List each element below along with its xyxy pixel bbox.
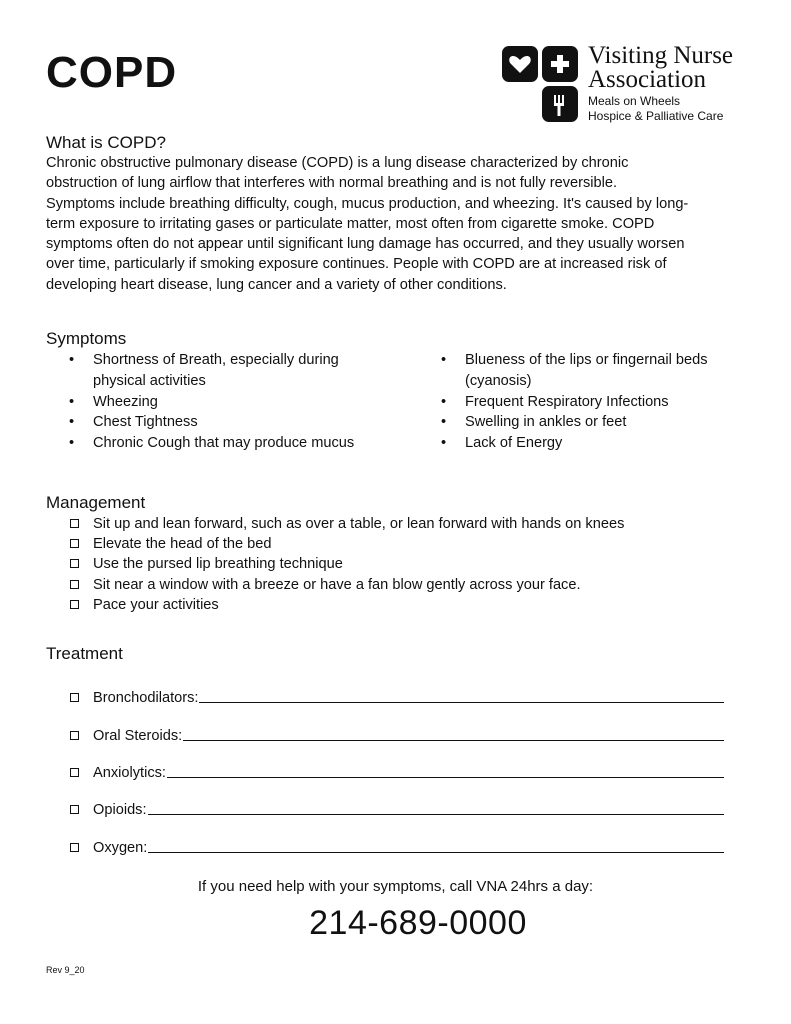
list-item: • Wheezing xyxy=(69,392,389,413)
treatment-label xyxy=(70,726,182,746)
management-item-text: Elevate the head of the bed xyxy=(93,536,272,553)
write-in-line[interactable] xyxy=(148,800,724,815)
what-is-line: term exposure to irritating gases or particulate matter, most often from cigarette smoke. COPD xyxy=(46,215,655,232)
treatment-row xyxy=(70,838,724,858)
list-item xyxy=(70,595,624,615)
treatment-label xyxy=(70,800,147,820)
treatment-row xyxy=(70,800,724,820)
management-item-text: Sit near a window with a breeze or have a fan blow gently across your face. xyxy=(93,576,581,593)
checkbox[interactable] xyxy=(70,580,79,589)
treatment-label xyxy=(70,763,166,783)
what-is-line: over time, particularly if smoking exposure continues. People with COPD are at increased risk of xyxy=(46,256,667,273)
what-is-line: developing heart disease, lung cancer and a variety of other conditions. xyxy=(46,276,507,293)
list-item: • Shortness of Breath, especially during physical activities xyxy=(69,350,363,392)
list-item: • Chest Tightness xyxy=(69,412,389,433)
what-is-paragraph xyxy=(46,153,746,295)
vna-logo-mark xyxy=(502,46,582,126)
phone-number: 214-689-0000 xyxy=(309,904,527,942)
treatment-label xyxy=(70,838,147,858)
vna-logo xyxy=(502,44,752,128)
write-in-line[interactable] xyxy=(167,763,724,778)
list-item: • Swelling in ankles or feet xyxy=(441,412,741,433)
checkbox[interactable] xyxy=(70,768,79,777)
treatment-label-text: Anxiolytics: xyxy=(93,765,166,781)
list-item xyxy=(70,554,624,574)
treatment-label-text: Bronchodilators: xyxy=(93,690,199,706)
logo-org-line2: Association xyxy=(588,66,707,93)
what-is-heading: What is COPD? xyxy=(46,133,166,152)
what-is-line: obstruction of lung airflow that interferes with normal breathing and is not fully reversible. xyxy=(46,175,618,192)
list-item xyxy=(70,575,624,595)
management-item-text: Use the pursed lip breathing technique xyxy=(93,556,343,573)
list-item: • Chronic Cough that may produce mucus xyxy=(69,433,389,454)
symptoms-list-right xyxy=(441,350,741,454)
logo-sub-line1: Meals on Wheels xyxy=(588,94,681,108)
management-item-text: Sit up and lean forward, such as over a table, or lean forward with hands on knees xyxy=(93,516,625,532)
treatment-row xyxy=(70,688,724,708)
treatment-label xyxy=(70,688,198,708)
symptoms-list-left xyxy=(69,350,389,454)
logo-org-line1: Visiting Nurse xyxy=(588,42,734,69)
list-item: • Frequent Respiratory Infections xyxy=(441,392,741,413)
logo-subtitle xyxy=(588,94,723,124)
checkbox[interactable] xyxy=(70,519,79,528)
treatment-heading: Treatment xyxy=(46,644,123,663)
treatment-label-text: Oral Steroids: xyxy=(93,728,183,744)
treatment-label-text: Opioids: xyxy=(93,802,147,818)
checkbox[interactable] xyxy=(70,805,79,814)
management-list xyxy=(70,514,624,615)
list-item xyxy=(70,534,624,554)
what-is-line: symptoms often do not appear until significant lung damage has occurred, and they usually worsen xyxy=(46,236,685,253)
logo-org-name xyxy=(588,44,733,92)
list-item: • Lack of Energy xyxy=(441,433,741,454)
treatment-row xyxy=(70,726,724,746)
write-in-line[interactable] xyxy=(199,688,724,703)
checkbox[interactable] xyxy=(70,539,79,548)
what-is-line: Symptoms include breathing difficulty, cough, mucus production, and wheezing. It's caused by long- xyxy=(46,195,689,212)
checkbox[interactable] xyxy=(70,843,79,852)
checkbox[interactable] xyxy=(70,600,79,609)
write-in-line[interactable] xyxy=(183,726,724,741)
treatment-label-text: Oxygen: xyxy=(93,840,148,856)
help-text: If you need help with your symptoms, call VNA 24hrs a day: xyxy=(197,878,594,895)
checkbox[interactable] xyxy=(70,559,79,568)
checkbox[interactable] xyxy=(70,693,79,702)
checkbox[interactable] xyxy=(70,731,79,740)
what-is-line: Chronic obstructive pulmonary disease (COPD) is a lung disease characterized by chronic xyxy=(46,155,629,171)
logo-sub-line2: Hospice & Palliative Care xyxy=(588,109,724,123)
management-heading: Management xyxy=(46,493,146,512)
treatment-row xyxy=(70,763,724,783)
list-item xyxy=(70,514,624,534)
page-title: COPD xyxy=(46,48,178,97)
list-item: • Blueness of the lips or fingernail beds (cyanosis) xyxy=(441,350,735,392)
revision-label: Rev 9_20 xyxy=(46,965,85,975)
write-in-line[interactable] xyxy=(148,838,724,853)
management-item-text: Pace your activities xyxy=(93,596,219,613)
symptoms-heading: Symptoms xyxy=(46,329,127,348)
